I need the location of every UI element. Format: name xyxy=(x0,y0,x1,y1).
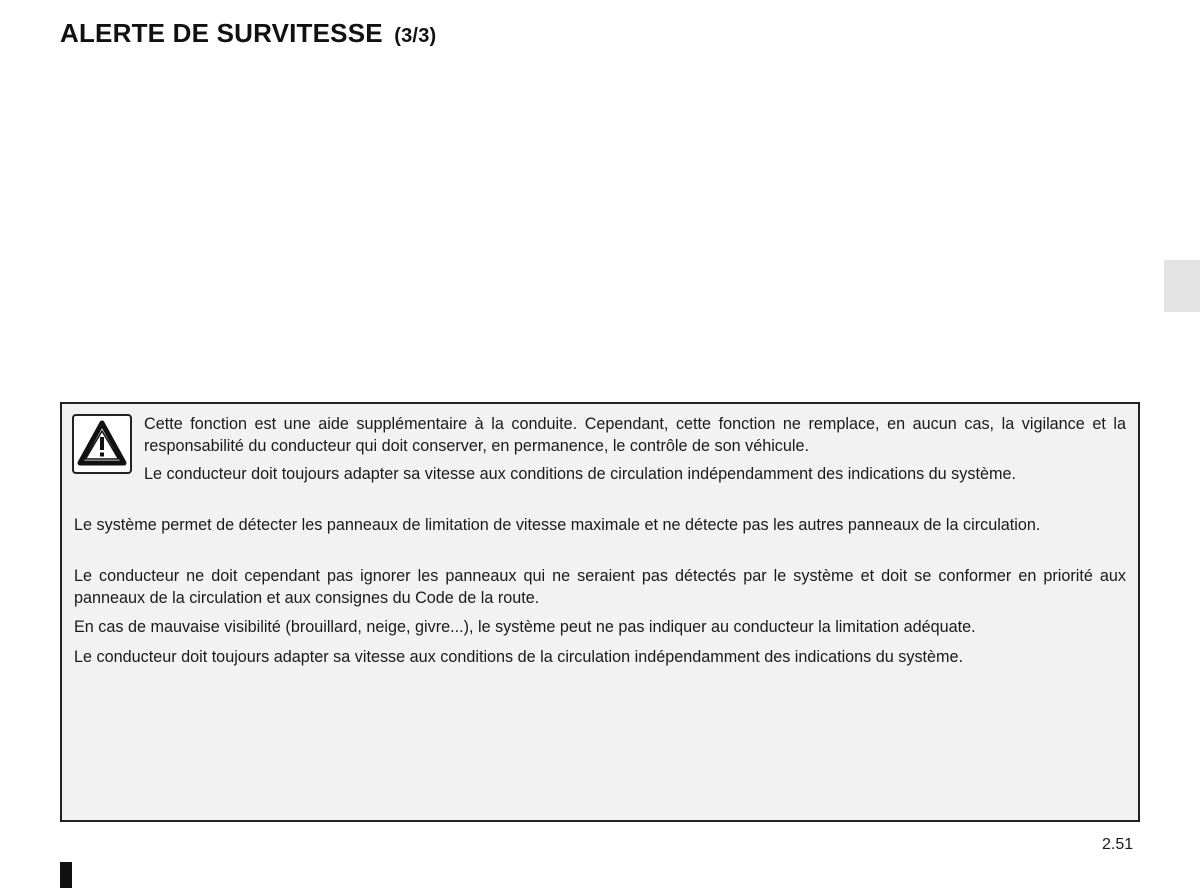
page-title xyxy=(60,18,436,49)
page-number: 2.51 xyxy=(1102,836,1134,853)
page-edge-mark xyxy=(60,862,72,888)
page-title-text: ALERTE DE SURVITESSE xyxy=(60,18,383,48)
warning-triangle-icon xyxy=(72,414,132,474)
warning-paragraph-1: Cette fonction est une aide supplémentaire à la conduite. Cependant, cette fonction ne remplace, en aucun cas, la vigilance et la responsabilité du conducteur qui doit conserver, en permanence, le contrôle de son véhicule. xyxy=(144,415,1126,455)
warning-box xyxy=(60,402,1140,822)
warning-paragraph-3: Le système permet de détecter les panneaux de limitation de vitesse maximale et ne détecte pas les autres panneaux de la circulation. xyxy=(74,516,1041,534)
warning-paragraph-6: Le conducteur doit toujours adapter sa vitesse aux conditions de la circulation indépendamment des indications du système. xyxy=(74,648,964,666)
warning-paragraph-5: En cas de mauvaise visibilité (brouillard, neige, givre...), le système peut ne pas indiquer au conducteur la limitation adéquate. xyxy=(74,618,976,636)
warning-paragraph-2: Le conducteur doit toujours adapter sa vitesse aux conditions de circulation indépendamment des indications du système. xyxy=(144,465,1016,483)
warning-paragraph-4: Le conducteur ne doit cependant pas ignorer les panneaux qui ne seraient pas détectés par le système et doit se conformer en priorité aux panneaux de la circulation et aux consignes du Code de la route. xyxy=(74,567,1126,607)
chapter-tab xyxy=(1164,260,1200,312)
page-title-suffix: (3/3) xyxy=(394,25,437,47)
